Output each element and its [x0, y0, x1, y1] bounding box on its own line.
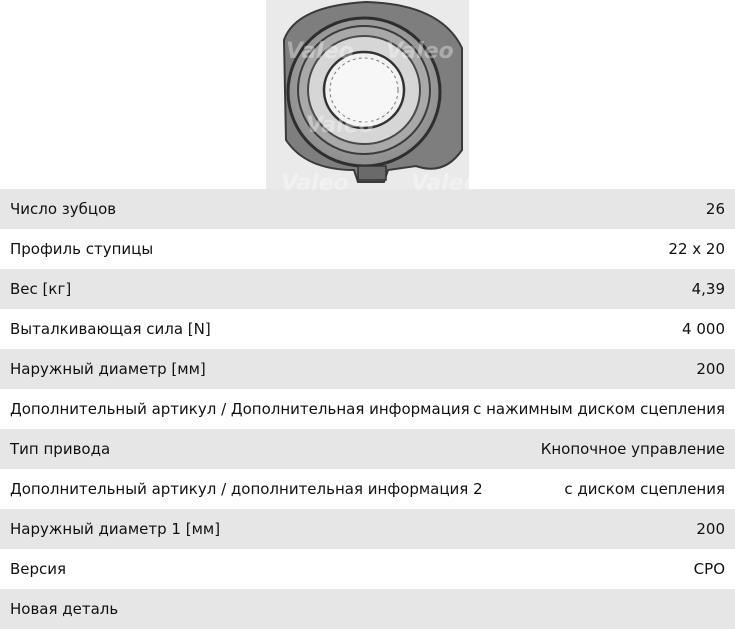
spec-value: 4,39: [691, 280, 725, 298]
spec-row-additional-info: [0, 389, 735, 429]
spec-row-additional-info-2: [0, 469, 735, 509]
spec-label: Вес [кг]: [10, 280, 72, 298]
watermark-text: Valeo: [306, 113, 374, 138]
watermark-text: Valeo: [281, 171, 349, 196]
spec-row-weight: [0, 269, 735, 309]
spec-label: Тип привода: [10, 440, 111, 458]
spec-label: Наружный диаметр [мм]: [10, 360, 206, 378]
spec-label: Выталкивающая сила [N]: [10, 320, 211, 338]
spec-row-new-part: [0, 589, 735, 629]
spec-label: Дополнительный артикул / Дополнительная информация: [10, 400, 470, 418]
spec-label: Версия: [10, 560, 67, 578]
spec-label: Наружный диаметр 1 [мм]: [10, 520, 221, 538]
spec-label: Дополнительный артикул / дополнительная информация 2: [10, 480, 483, 498]
specs-table: [0, 189, 735, 629]
product-image-area: [0, 0, 735, 196]
spec-value: Кнопочное управление: [540, 440, 725, 458]
spec-value: 4 000: [682, 320, 725, 338]
spec-row-outer-diameter-1: [0, 509, 735, 549]
spec-value: CPO: [693, 560, 725, 578]
clutch-release-bearing-photo[interactable]: [266, 0, 479, 196]
spec-row-outer-diameter: [0, 349, 735, 389]
spec-value: 26: [705, 200, 725, 218]
spec-label: Число зубцов: [10, 200, 117, 218]
spec-row-release-force: [0, 309, 735, 349]
watermark-text: Valeo: [386, 39, 454, 64]
spec-row-hub-profile: [0, 229, 735, 269]
spec-row-actuation-type: [0, 429, 735, 469]
spec-value: с нажимным диском сцепления: [473, 400, 725, 418]
spec-row-version: [0, 549, 735, 589]
spec-value: с диском сцепления: [564, 480, 725, 498]
spec-label: Профиль ступицы: [10, 240, 154, 258]
spec-label: Новая деталь: [10, 600, 119, 618]
spec-value: 200: [696, 520, 725, 538]
watermark-text: Valeo: [411, 171, 479, 196]
spec-value: 22 x 20: [668, 240, 725, 258]
watermark-text: Valeo: [286, 39, 354, 64]
spec-value: 200: [696, 360, 725, 378]
spec-row-teeth-count: [0, 189, 735, 229]
